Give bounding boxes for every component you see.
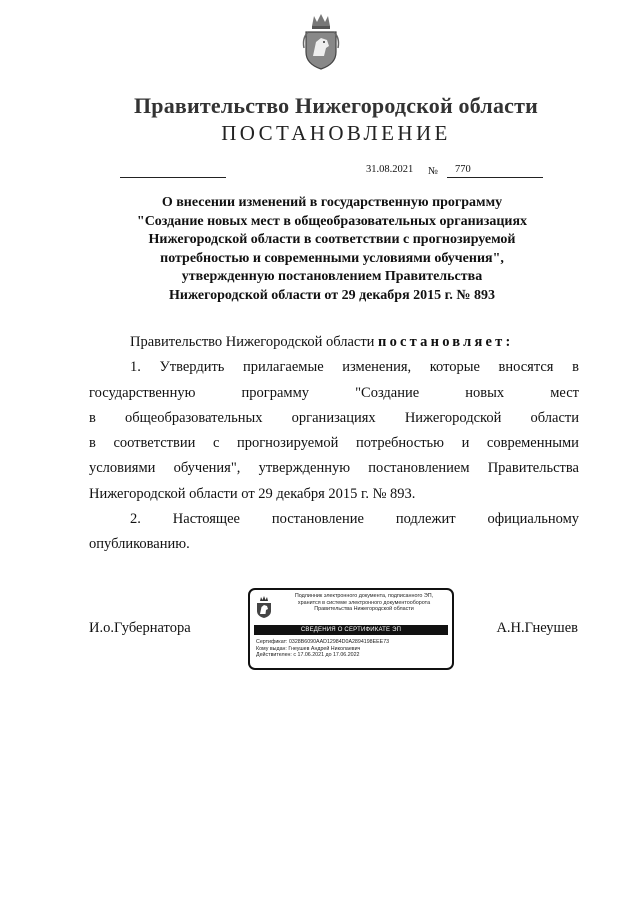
word: в [89, 409, 96, 426]
word: потребностью [356, 435, 444, 452]
heading-line: потребностью и современными условиями обучения", [160, 250, 504, 266]
paragraph-number: 1. [130, 359, 141, 376]
paragraph-line [89, 482, 579, 507]
intro-text: Правительство Нижегородской области [130, 334, 379, 350]
document-number: 770 [455, 164, 471, 175]
number-underline [447, 177, 543, 178]
word: постановление [271, 511, 364, 528]
heading-line: Нижегородской области в соответствии с прогнозируемой [148, 232, 516, 248]
word: условиями [89, 460, 156, 477]
word: общеобразовательных [125, 409, 263, 426]
word: с [212, 435, 220, 452]
stamp-info-line: Подлинник электронного документа, подписанного ЭП, [294, 593, 434, 599]
issued-to-value: Гнеушев Андрей Николаевич [288, 645, 361, 652]
word: новых [465, 384, 505, 401]
stamp-info-line: хранится в системе электронного документооборота [297, 599, 431, 606]
word: и [461, 435, 470, 452]
government-title: Правительство Нижегородской области [133, 93, 538, 118]
paragraph-line [89, 456, 579, 481]
heading-line: Нижегородской области от 29 декабря 2015 г. № 893 [169, 287, 495, 303]
paragraph-number: 2. [130, 511, 141, 528]
number-sign: № [428, 166, 439, 177]
signatory-position: И.о.Губернатора [89, 620, 191, 636]
word: в [89, 435, 96, 452]
stamp-emblem-icon [255, 595, 273, 619]
heading-line: О внесении изменений в государственную программу [161, 195, 503, 210]
certificate-value: 0328B6090AAD12984D0A2894198EEE73 [288, 639, 390, 645]
electronic-signature-stamp [248, 588, 454, 670]
certificate-label: Сертификат: [256, 639, 288, 645]
paragraph-line [89, 532, 579, 557]
word: Нижегородской [404, 409, 502, 426]
stamp-details [256, 639, 450, 659]
validity-row: Действителен: с 17.06.2021 до 17.06.2022 [256, 652, 360, 658]
coat-of-arms-emblem [300, 12, 342, 72]
word: обучения", [173, 460, 241, 477]
paragraph-line [89, 431, 579, 456]
word: государственную [89, 384, 196, 401]
line-text: опубликованию. [89, 536, 190, 553]
paragraph-line [89, 406, 579, 431]
word: изменения, [342, 359, 412, 376]
paragraph-line [89, 381, 579, 406]
paragraph-2 [89, 507, 579, 558]
stamp-certificate-header: СВЕДЕНИЯ О СЕРТИФИКАТЕ ЭП [254, 625, 448, 635]
signatory-name: А.Н.Гнеушев [496, 620, 578, 636]
word: соответствии [113, 435, 196, 452]
word: Правительства [487, 460, 579, 477]
paragraph-line [89, 507, 579, 532]
word: Утвердить [159, 359, 225, 376]
word: программу [241, 384, 310, 401]
issued-to-label: Кому выдан: [256, 645, 287, 652]
word: организациях [291, 409, 376, 426]
line-text: Нижегородской области от 29 декабря 2015 г. № 893. [89, 485, 416, 502]
stamp-info [278, 593, 450, 613]
word: прилагаемые [243, 359, 324, 376]
document-heading [112, 194, 552, 306]
word: в [572, 359, 579, 376]
document-body [89, 330, 579, 558]
word: официальному [487, 511, 579, 528]
word: области [530, 409, 579, 426]
word: которые [429, 359, 480, 376]
word: "Создание [355, 384, 420, 401]
word: Настоящее [172, 511, 240, 528]
heading-line: утвержденную постановлением Правительства [181, 269, 483, 285]
word: вносятся [498, 359, 554, 376]
word: утвержденную [258, 460, 351, 477]
document-date: 31.08.2021 [366, 164, 414, 175]
heading-line: "Создание новых мест в общеобразовательных организациях [136, 213, 528, 229]
document-type: ПОСТАНОВЛЕНИЕ [221, 121, 451, 145]
word: мест [550, 384, 579, 401]
word: прогнозируемой [236, 435, 339, 452]
paragraph-1 [89, 355, 579, 507]
intro-paragraph [89, 330, 579, 355]
date-underline-left [120, 177, 226, 178]
word: современными [486, 435, 579, 452]
word: постановлением [368, 460, 470, 477]
intro-emphasis: постановляет: [378, 334, 514, 350]
stamp-info-line: Правительства Нижегородской области [314, 606, 414, 613]
paragraph-line [89, 355, 579, 380]
word: подлежит [395, 511, 456, 528]
